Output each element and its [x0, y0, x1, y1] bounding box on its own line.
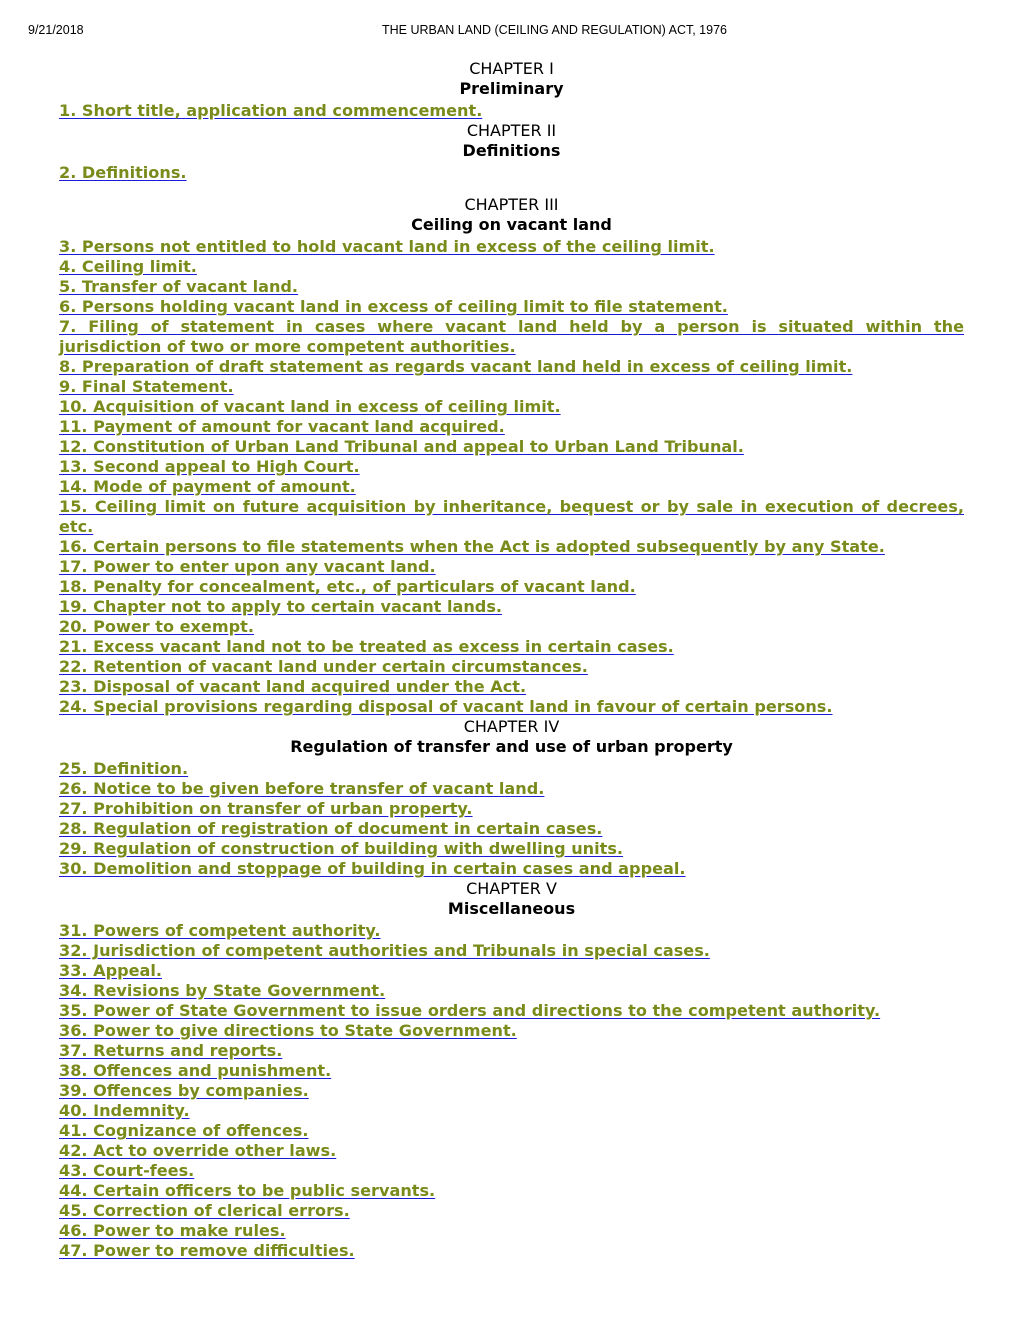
section-link[interactable]: 28. Regulation of registration of document in certain cases.	[59, 819, 603, 838]
section-link[interactable]: 15. Ceiling limit on future acquisition by inheritance, bequest or by sale in execution of decrees, etc.	[59, 497, 964, 536]
section-link[interactable]: 25. Definition.	[59, 759, 189, 778]
section-link[interactable]: 26. Notice to be given before transfer of vacant land.	[59, 779, 545, 798]
print-header-title: THE URBAN LAND (CEILING AND REGULATION) ACT, 1976	[382, 23, 727, 37]
chapter-block	[59, 59, 964, 121]
section-link[interactable]: 36. Power to give directions to State Government.	[59, 1021, 517, 1040]
section-link[interactable]: 24. Special provisions regarding disposal of vacant land in favour of certain persons.	[59, 697, 833, 716]
section-link[interactable]: 44. Certain officers to be public servants.	[59, 1181, 436, 1200]
chapter-block	[59, 879, 964, 1261]
section-link[interactable]: 6. Persons holding vacant land in excess of ceiling limit to file statement.	[59, 297, 728, 316]
section-link[interactable]: 42. Act to override other laws.	[59, 1141, 337, 1160]
section-link[interactable]: 2. Definitions.	[59, 163, 187, 182]
section-link[interactable]: 32. Jurisdiction of competent authorities and Tribunals in special cases.	[59, 941, 710, 960]
section-list	[59, 921, 964, 1261]
table-of-contents	[59, 59, 964, 1261]
section-link[interactable]: 39. Offences by companies.	[59, 1081, 309, 1100]
section-link[interactable]: 43. Court-fees.	[59, 1161, 195, 1180]
section-link[interactable]: 20. Power to exempt.	[59, 617, 254, 636]
section-link[interactable]: 33. Appeal.	[59, 961, 163, 980]
section-link[interactable]: 3. Persons not entitled to hold vacant land in excess of the ceiling limit.	[59, 237, 715, 256]
print-date: 9/21/2018	[28, 23, 84, 37]
section-link[interactable]: 19. Chapter not to apply to certain vacant lands.	[59, 597, 503, 616]
chapter-number: CHAPTER III	[464, 195, 559, 214]
section-list	[59, 237, 964, 717]
section-link[interactable]: 14. Mode of payment of amount.	[59, 477, 356, 496]
chapter-title: Preliminary	[459, 79, 564, 98]
section-link[interactable]: 37. Returns and reports.	[59, 1041, 283, 1060]
section-link[interactable]: 27. Prohibition on transfer of urban property.	[59, 799, 473, 818]
section-link[interactable]: 41. Cognizance of offences.	[59, 1121, 309, 1140]
section-link[interactable]: 9. Final Statement.	[59, 377, 234, 396]
section-link[interactable]: 18. Penalty for concealment, etc., of particulars of vacant land.	[59, 577, 636, 596]
section-link[interactable]: 1. Short title, application and commencement.	[59, 101, 483, 120]
chapter-block	[59, 717, 964, 879]
chapter-title: Definitions	[462, 141, 561, 160]
chapter-number: CHAPTER V	[466, 879, 557, 898]
section-link[interactable]: 11. Payment of amount for vacant land acquired.	[59, 417, 505, 436]
section-link[interactable]: 45. Correction of clerical errors.	[59, 1201, 350, 1220]
chapter-title: Miscellaneous	[447, 899, 576, 918]
section-link[interactable]: 38. Offences and punishment.	[59, 1061, 332, 1080]
section-link[interactable]: 21. Excess vacant land not to be treated as excess in certain cases.	[59, 637, 674, 656]
section-link[interactable]: 31. Powers of competent authority.	[59, 921, 381, 940]
section-link[interactable]: 13. Second appeal to High Court.	[59, 457, 360, 476]
section-link[interactable]: 35. Power of State Government to issue orders and directions to the competent authority.	[59, 1001, 881, 1020]
chapter-number: CHAPTER I	[469, 59, 554, 78]
section-link[interactable]: 23. Disposal of vacant land acquired under the Act.	[59, 677, 527, 696]
section-link[interactable]: 17. Power to enter upon any vacant land.	[59, 557, 436, 576]
chapter-number: CHAPTER II	[466, 121, 557, 140]
section-link[interactable]: 29. Regulation of construction of building with dwelling units.	[59, 839, 624, 858]
section-link[interactable]: 22. Retention of vacant land under certain circumstances.	[59, 657, 588, 676]
section-link[interactable]: 16. Certain persons to file statements when the Act is adopted subsequently by any State.	[59, 537, 885, 556]
section-link[interactable]: 46. Power to make rules.	[59, 1221, 286, 1240]
chapter-title: Ceiling on vacant land	[411, 215, 612, 234]
section-link[interactable]: 4. Ceiling limit.	[59, 257, 197, 276]
section-link[interactable]: 8. Preparation of draft statement as regards vacant land held in excess of ceiling limit.	[59, 357, 853, 376]
chapter-number: CHAPTER IV	[463, 717, 560, 736]
section-link[interactable]: 30. Demolition and stoppage of building in certain cases and appeal.	[59, 859, 686, 878]
section-link[interactable]: 34. Revisions by State Government.	[59, 981, 386, 1000]
chapter-title: Regulation of transfer and use of urban property	[290, 737, 733, 756]
chapter-block	[59, 121, 964, 183]
section-link[interactable]: 7. Filing of statement in cases where vacant land held by a person is situated within the jurisdiction of two or more competent authorities.	[59, 317, 964, 356]
section-link[interactable]: 40. Indemnity.	[59, 1101, 190, 1120]
section-list	[59, 163, 964, 183]
section-link[interactable]: 10. Acquisition of vacant land in excess of ceiling limit.	[59, 397, 561, 416]
section-link[interactable]: 47. Power to remove difficulties.	[59, 1241, 355, 1260]
section-link[interactable]: 12. Constitution of Urban Land Tribunal and appeal to Urban Land Tribunal.	[59, 437, 744, 456]
section-list	[59, 759, 964, 879]
section-link[interactable]: 5. Transfer of vacant land.	[59, 277, 299, 296]
section-list	[59, 101, 964, 121]
chapter-block	[59, 195, 964, 717]
